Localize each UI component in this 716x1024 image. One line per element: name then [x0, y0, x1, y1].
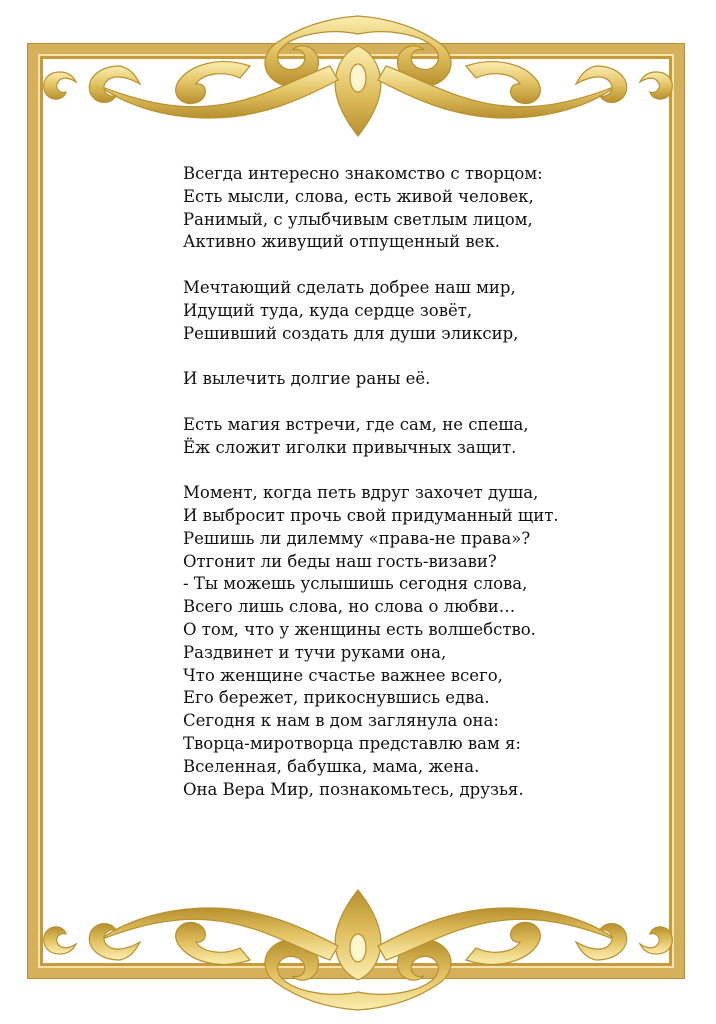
poem-line: Ёж сложит иголки привычных защит.	[183, 437, 517, 457]
bottom-ornament-icon	[0, 870, 716, 1020]
poem-line: Есть магия встречи, где сам, не спеша,	[183, 414, 529, 434]
poem-line: Всегда интересно знакомство с творцом:	[183, 164, 543, 183]
poem-line: Мечтающий сделать добрее наш мир,	[183, 277, 516, 297]
poem-line: Решишь ли дилемму «права-не права»?	[183, 528, 531, 548]
poem-line: Его бережет, прикоснувшись едва.	[183, 688, 490, 708]
poem-stanza	[183, 277, 643, 345]
poem-stanza	[183, 482, 643, 801]
poem-line: Идущий туда, куда сердце зовёт,	[183, 300, 473, 320]
poem-stanza	[183, 368, 643, 391]
poem-stanza	[183, 163, 643, 254]
poem-line: Момент, когда петь вдруг захочет душа,	[183, 483, 539, 503]
poem-line: Всего лишь слова, но слова о любви…	[183, 597, 516, 617]
poem-line: Творца-миротворца представлю вам я:	[183, 733, 521, 753]
top-ornament-icon	[0, 6, 716, 156]
poem-line: - Ты можешь услышишь сегодня слова,	[183, 574, 528, 594]
poem-line: И выбросит прочь свой придуманный щит.	[183, 505, 559, 525]
poem-line: Активно живущий отпущенный век.	[183, 232, 501, 252]
poem-line: Ранимый, с улыбчивым светлым лицом,	[183, 209, 533, 229]
poem-line: Отгонит ли беды наш гость-визави?	[183, 551, 497, 571]
poem-line: И вылечить долгие раны её.	[183, 369, 431, 389]
poem-line: Сегодня к нам в дом заглянула она:	[183, 711, 499, 731]
poem-line: О том, что у женщины есть волшебство.	[183, 619, 536, 639]
poem-line: Есть мысли, слова, есть живой человек,	[183, 186, 534, 206]
poem-line: Что женщине счастье важнее всего,	[183, 665, 503, 685]
poem-line: Вселенная, бабушка, мама, жена.	[183, 756, 480, 776]
poem-line: Раздвинет и тучи руками она,	[183, 642, 447, 662]
poem-line: Решивший создать для души эликсир,	[183, 323, 519, 343]
poem-line: Она Вера Мир, познакомьтесь, друзья.	[183, 779, 524, 799]
poem-stanza	[183, 414, 643, 460]
poem-text	[183, 163, 643, 824]
